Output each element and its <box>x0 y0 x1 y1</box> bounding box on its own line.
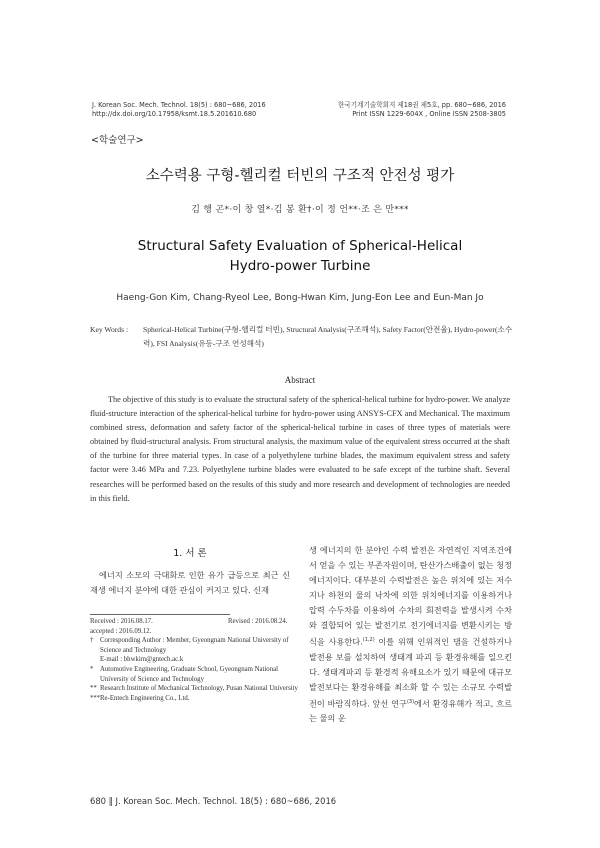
received-date: Received : 2016.08.17. <box>90 618 153 625</box>
revised-date: Revised : 2016.08.24. <box>228 618 288 625</box>
article-type-tag: <학술연구> <box>91 135 144 146</box>
introduction-paragraph-right <box>309 543 512 726</box>
footnote-mark: † <box>90 637 94 645</box>
abstract-body: The objective of this study is to evaluate the structural safety of the spherical-helical turbine for hydro-power. We analyze fluid-structure interaction of the spherical-helical turbine for hydro-power using ANSYS-CFX and Mechanical. The maximum combined stress, deformation and safety factor of the spherical-helical turbine in cases of three types of materials were obtained by fluid-structural analysis. From structural analysis, the maximum value of the equivalent stress occurred at the shaft of the turbine for three material types. In case of a polyethylene turbine blades, the maximum equivalent stress and safety factor were 3.46 MPa and 7.23. Polyethylene turbine blades were evaluated to be safe except of the turbine shaft. Several researches will be performed based on the results of this study and more research and development of technologies are needed in this field. <box>90 395 510 503</box>
keywords-block <box>90 323 520 351</box>
authors-english: Haeng-Gon Kim, Chang-Ryeol Lee, Bong-Hwan Kim, Jung-Eon Lee and Eun-Man Jo <box>116 293 484 303</box>
intro-text: 이를 위해 인위적인 댐을 건설하거나 발전용 보를 설치하여 생태계 파괴 등 환경유해를 일으킨다. 생태계파괴 등 환경적 유해요소가 있기 때문에 대규모 발전보다는 환경유해를 최소화 할 수 있는 소규모 수력발전이 바람직하다. 앞선 연구 <box>309 636 512 709</box>
section-heading-introduction: 1. 서 론 <box>173 548 207 559</box>
footnote-text: Re-Entech Engineering Co., Ltd. <box>100 694 190 702</box>
doi-link[interactable]: http://dx.doi.org/10.17958/ksmt.18.5.201610.680 <box>92 110 257 118</box>
footnote-item <box>90 684 300 694</box>
title-english-line1: Structural Safety Evaluation of Spherical-Helical <box>137 238 463 254</box>
footnote-mark: *** <box>90 694 101 702</box>
journal-citation-korean: 한국기계기술학회지 제18권 제5호, pp. 680~686, 2016 <box>337 101 506 109</box>
title-korean: 소수력용 구형-헬리컬 터빈의 구조적 안전성 평가 <box>145 168 455 184</box>
title-english <box>0 236 600 276</box>
footnote-mark: * <box>90 665 94 673</box>
intro-text: 생 에너지의 한 분야인 수력 발전은 자연적인 지역조건에서 얻을 수 있는 부존자원이며, 탄산가스배출이 없는 청정에너지이다. 대부분의 수력발전은 높은 위치에 있는 저수지나 하천의 물의 낙차에 의한 위치에너지를 이용하거나 압력 수두차를 이용하여 수차의 회전력을 발생시켜 수차와 결합되어 있는 발전기로 전기에너지를 변환시키는 방식을 사용한다. <box>309 545 512 647</box>
citation-ref[interactable]: (1,2) <box>362 637 375 643</box>
intro-text: 에서 환경유해가 적고, 흐르는 물의 운 <box>309 698 512 724</box>
abstract-heading: Abstract <box>284 375 316 385</box>
title-english-line2: Hydro-power Turbine <box>229 258 371 274</box>
journal-citation: J. Korean Soc. Mech. Technol. 18(5) : 680~686, 2016 <box>92 101 266 109</box>
introduction-paragraph-left: 에너지 소모의 극대화로 인한 유가 급등으로 최근 신재생 에너지 분야에 대한 관심이 커지고 있다. 신재 <box>90 570 290 595</box>
footnote-item <box>90 694 300 704</box>
citation-ref[interactable]: (3) <box>406 698 415 705</box>
footnote-mark: ** <box>90 685 97 693</box>
footnote-text: Research Institute of Mechanical Technology, Pusan National University <box>100 685 298 693</box>
journal-citation-right <box>338 101 506 119</box>
footnote-text: Corresponding Author : Member, Gyeongnam National University of Science and Technology <box>100 637 289 654</box>
footnote-divider <box>90 614 230 615</box>
keywords-label: Key Words : <box>90 325 129 334</box>
accepted-date: accepted : 2016.09.12. <box>90 627 152 635</box>
journal-citation-left <box>92 101 266 119</box>
page-footer: 680 ‖ J. Korean Soc. Mech. Technol. 18(5) : 680~686, 2016 <box>90 796 337 806</box>
footnote-item <box>90 665 300 684</box>
issn-line: Print ISSN 1229-604X , Online ISSN 2508-3805 <box>352 110 506 118</box>
footnote-text: Automotive Engineering, Graduate School, Gyeongnam National University of Science and Technology <box>100 665 278 683</box>
footnote-email[interactable]: E-mail : bhwkim@gntech.ac.k <box>100 656 184 664</box>
footnote-item <box>90 636 300 655</box>
footnote-dates <box>90 617 300 627</box>
keywords-text: Spherical-Helical Turbine(구형-헬리컬 터빈), Structural Analysis(구조해석), Safety Factor(안전율), Hydro-power(소수력), FSI Analysis(유동-구조 연성해석) <box>143 325 513 348</box>
footnote-item <box>90 655 300 665</box>
footnotes <box>90 617 300 703</box>
authors-korean: 김 행 곤*·이 창 열*·김 봉 환†·이 정 언**·조 은 만*** <box>191 205 409 215</box>
